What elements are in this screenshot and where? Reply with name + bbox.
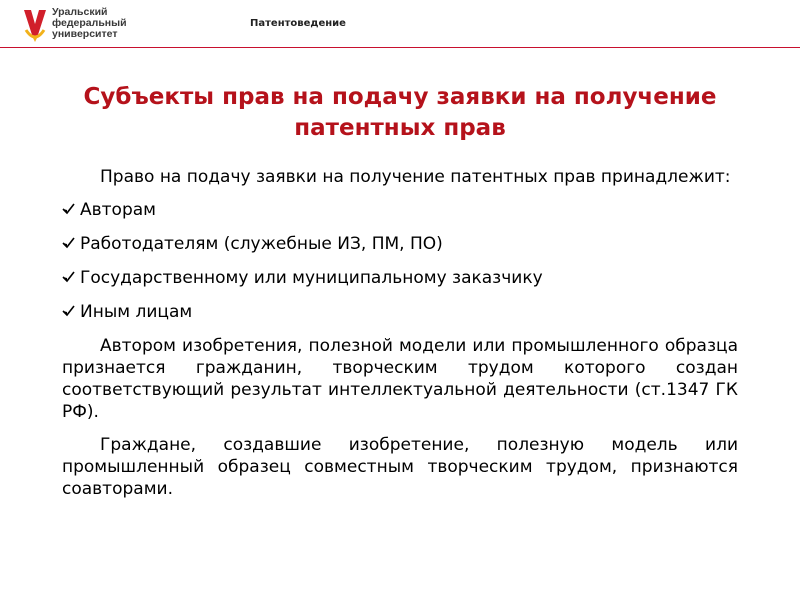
university-logo-text	[52, 7, 127, 40]
applicant-list	[62, 199, 738, 323]
list-item-label: Авторам	[80, 200, 156, 220]
list-item	[62, 267, 738, 289]
author-definition-paragraph: Автором изобретения, полезной модели или промышленного образца признается гражданин, творческим трудом которого создан соответствующий результат интеллектуальной деятельности (ст.1347 ГК РФ).	[62, 336, 738, 422]
list-item	[62, 233, 738, 255]
list-item	[62, 199, 738, 221]
university-logo-icon	[22, 8, 48, 42]
slide-body	[62, 166, 738, 511]
checkmark-arrow-icon	[62, 305, 75, 318]
header-divider	[0, 47, 800, 48]
course-title: Патентоведение	[250, 18, 346, 29]
list-item	[62, 301, 738, 323]
slide-header	[0, 0, 800, 48]
list-item-label: Государственному или муниципальному заказчику	[80, 268, 543, 288]
logo-line: университет	[52, 28, 118, 40]
logo-line: Уральский	[52, 6, 108, 18]
list-item-label: Иным лицам	[80, 302, 193, 322]
intro-paragraph: Право на подачу заявки на получение патентных прав принадлежит:	[100, 167, 731, 187]
coauthors-paragraph: Граждане, создавшие изобретение, полезную модель или промышленный образец совместным творческим трудом, признаются соавторами.	[62, 435, 738, 499]
slide-title: Субъекты прав на подачу заявки на получение патентных прав	[83, 84, 717, 141]
checkmark-arrow-icon	[62, 203, 75, 216]
logo-line: федеральный	[52, 17, 127, 29]
list-item-label: Работодателям (служебные ИЗ, ПМ, ПО)	[80, 234, 443, 254]
checkmark-arrow-icon	[62, 237, 75, 250]
checkmark-arrow-icon	[62, 271, 75, 284]
